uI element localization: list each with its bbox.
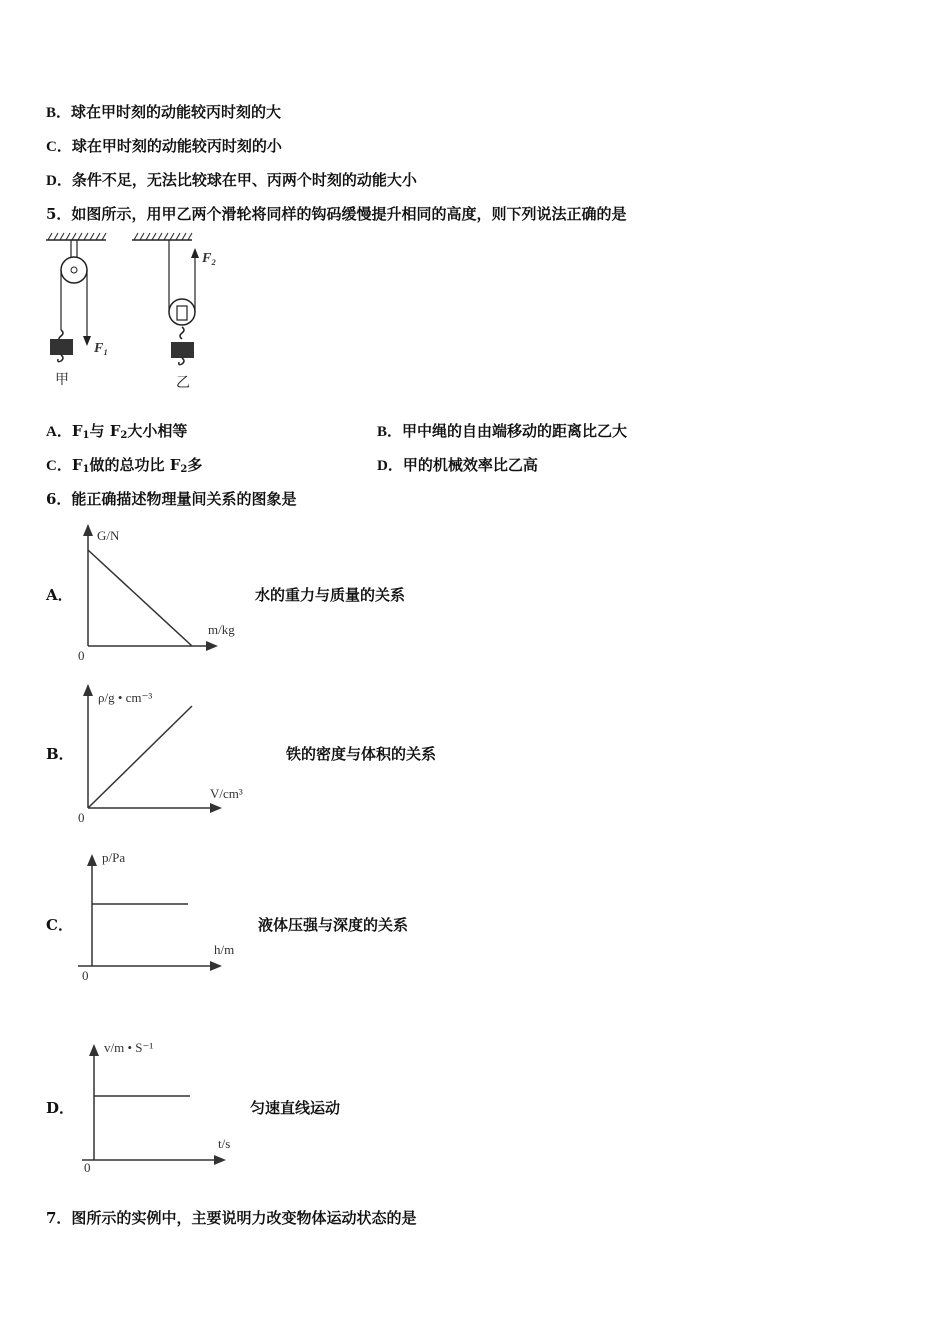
q5-option-b [377,421,627,442]
q6-caption-a: 水的重力与质量的关系 [255,586,406,604]
option-text: 甲中绳的自由端移动的距离比乙大 [402,422,628,440]
option-letter: D． [46,173,72,189]
y-label: v/m • S⁻¹ [104,1040,154,1055]
x-label: t/s [218,1136,231,1151]
subscript: 2 [120,430,128,441]
q6-option-c-letter: C． [46,916,73,934]
option-letter: D． [377,458,403,474]
graph-c [72,842,272,987]
q5-option-d [377,455,538,476]
subscript: 1 [82,430,90,441]
f1-label: F₁ [94,341,109,356]
graph-line [88,706,192,808]
fixed-pulley-diagram [46,233,108,388]
option-letter: C． [46,458,72,474]
q4-option-c [46,136,282,157]
q6-option-d-letter: D． [46,1099,75,1117]
left-caption: 甲 [55,372,69,388]
q5-stem: 5．如图所示，用甲乙两个滑轮将同样的钩码缓慢提升相同的高度，则下列说法正确的是 [46,205,627,223]
graph-b [72,680,272,825]
graph-a [72,522,262,664]
x-arrow [214,1155,226,1165]
x-label: h/m [214,942,235,957]
q7-stem: 7．图所示的实例中，主要说明力改变物体运动状态的是 [46,1209,417,1227]
graph-line [88,550,192,646]
option-text-part: 做的总功比 F [89,456,181,474]
x-arrow [210,961,222,971]
x-arrow [206,641,218,651]
option-text: 条件不足，无法比较球在甲、丙两个时刻的动能大小 [71,171,417,189]
q6-caption-b: 铁的密度与体积的关系 [286,745,437,763]
origin-label: 0 [82,968,89,983]
q4-option-d [46,170,417,191]
q6-option-b-letter: B． [46,745,74,763]
y-label: ρ/g • cm⁻³ [98,690,153,705]
option-text-part: 多 [187,456,203,474]
q5-option-a [46,421,187,446]
y-arrow [83,524,93,536]
x-label: V/cm³ [210,786,243,801]
y-arrow [89,1044,99,1056]
option-text: 球在甲时刻的动能较丙时刻的大 [71,103,282,121]
graph-d [72,1034,272,1179]
option-letter: A． [46,424,72,440]
q6-option-a-letter: A． [46,586,73,604]
option-letter: C． [46,139,72,155]
subscript: 1 [82,464,90,475]
q6-caption-c: 液体压强与深度的关系 [258,916,409,934]
movable-pulley-diagram [132,233,216,391]
x-label: m/kg [208,622,235,637]
option-text: 球在甲时刻的动能较丙时刻的小 [71,137,282,155]
y-label: p/Pa [102,850,126,865]
right-caption: 乙 [176,375,190,391]
subscript: 2 [180,464,188,475]
option-text: 甲的机械效率比乙高 [402,456,538,474]
q4-option-b [46,102,281,123]
option-text-part: 与 F [89,422,121,440]
option-text-part: 大小相等 [127,422,188,440]
pulley-figure [40,232,240,392]
q6-caption-d: 匀速直线运动 [250,1099,341,1117]
y-arrow [83,684,93,696]
q6-stem: 6．能正确描述物理量间关系的图象是 [46,490,297,508]
origin-label: 0 [78,648,85,663]
y-label: G/N [97,528,120,543]
origin-label: 0 [78,810,85,825]
f2-label: F₂ [202,251,217,266]
y-arrow [87,854,97,866]
x-arrow [210,803,222,813]
q5-option-c [46,455,202,480]
option-text-part: F [71,456,83,474]
option-letter: B． [46,105,72,121]
origin-label: 0 [84,1160,91,1175]
option-letter: B． [377,424,403,440]
option-text-part: F [71,422,83,440]
